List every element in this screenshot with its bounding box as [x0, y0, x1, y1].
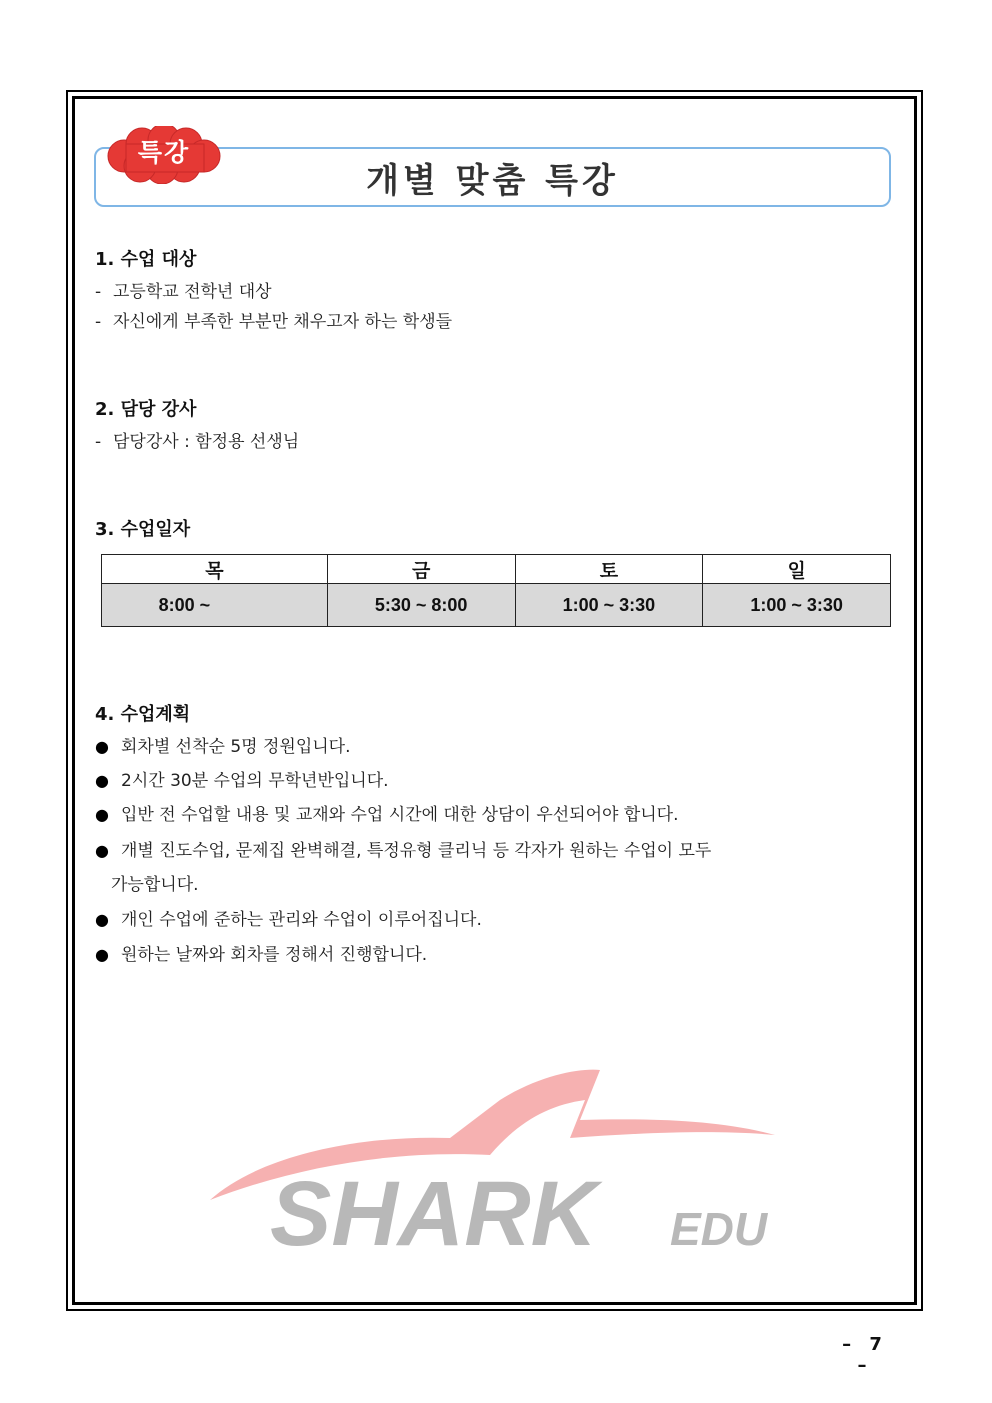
time-cell: 1:00 ~ 3:30	[515, 584, 703, 627]
bullet-icon: ●	[95, 805, 109, 824]
time-cell: 5:30 ~ 8:00	[327, 584, 515, 627]
list-item: ● 개인 수업에 준하는 관리와 수업이 이루어집니다.	[95, 910, 482, 930]
badge-label: 특강	[137, 138, 191, 167]
bullet-icon: ●	[95, 945, 109, 964]
bullet-icon: ●	[95, 737, 109, 756]
logo-sub-text: EDU	[670, 1203, 768, 1255]
bullet-icon: ●	[95, 771, 109, 790]
day-header: 금	[327, 555, 515, 584]
sharkedu-logo	[200, 1060, 800, 1260]
time-cell: 8:00 ~	[102, 584, 328, 627]
schedule-table	[101, 554, 891, 627]
list-item: - 담당강사 : 함정용 선생님	[95, 432, 300, 452]
list-item: ● 원하는 날짜와 회차를 정해서 진행합니다.	[95, 945, 428, 965]
list-item: - 고등학교 전학년 대상	[95, 282, 272, 302]
section-title-target: 1. 수업 대상	[95, 249, 197, 270]
list-item: - 자신에게 부족한 부분만 채우고자 하는 학생들	[95, 312, 453, 332]
day-header: 토	[515, 555, 703, 584]
list-item: ● 회차별 선착순 5명 정원입니다.	[95, 737, 351, 757]
page-title: 개별 맞춤 특강	[366, 160, 619, 201]
list-item: ● 입반 전 수업할 내용 및 교재와 수업 시간에 대한 상담이 우선되어야 합니다.	[95, 805, 679, 825]
section-title-schedule: 3. 수업일자	[95, 519, 191, 540]
day-header: 목	[102, 555, 328, 584]
bullet-icon: ●	[95, 841, 109, 860]
page-number: – 7 –	[842, 1334, 888, 1376]
bullet-icon: ●	[95, 910, 109, 929]
list-item: ● 개별 진도수업, 문제집 완벽해결, 특정유형 클리닉 등 각자가 원하는 수업이 모두	[95, 841, 712, 861]
table-row	[102, 584, 891, 627]
logo-main-text: SHARK	[270, 1163, 598, 1260]
day-header: 일	[703, 555, 891, 584]
section-title-teacher: 2. 담당 강사	[95, 399, 197, 420]
section-title-plan: 4. 수업계획	[95, 704, 191, 725]
list-item-continuation: 가능합니다.	[111, 875, 199, 895]
table-header-row	[102, 555, 891, 584]
list-item: ● 2시간 30분 수업의 무학년반입니다.	[95, 771, 389, 791]
time-cell: 1:00 ~ 3:30	[703, 584, 891, 627]
